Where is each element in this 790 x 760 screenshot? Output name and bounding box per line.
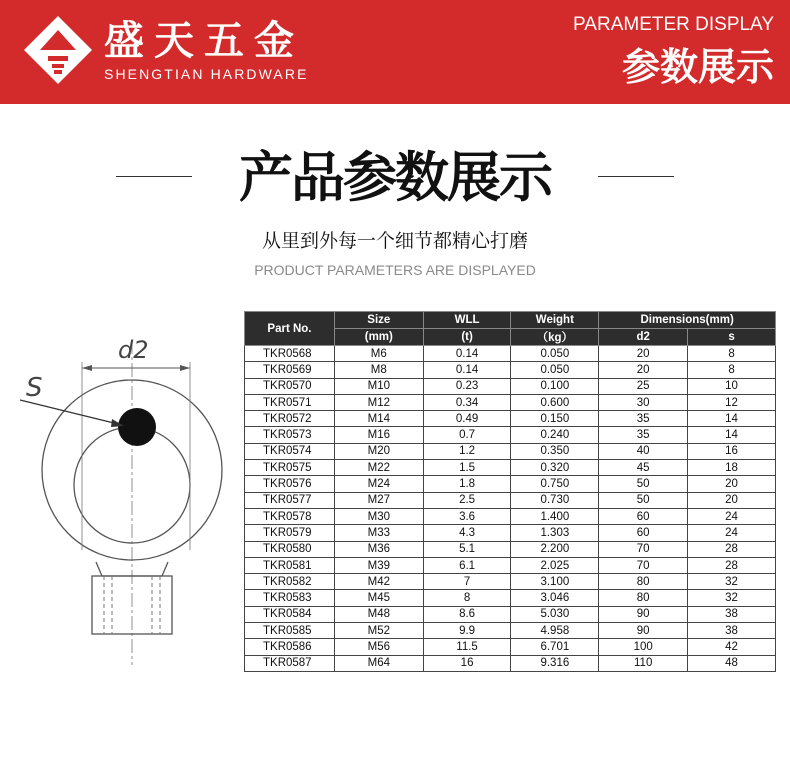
cell-d2: 90	[599, 606, 688, 622]
cell-part-no: TKR0574	[245, 443, 335, 459]
table-header-row	[245, 312, 776, 329]
cell-part-no: TKR0581	[245, 557, 335, 573]
cell-wll: 8	[423, 590, 511, 606]
cell-size: M8	[334, 362, 423, 378]
col-header-size: Size	[334, 312, 423, 329]
cell-d2: 80	[599, 590, 688, 606]
table-row	[245, 492, 776, 508]
cell-d2: 50	[599, 476, 688, 492]
cell-weight: 0.240	[511, 427, 599, 443]
cell-part-no: TKR0576	[245, 476, 335, 492]
page-subtitle: 从里到外每一个细节都精心打磨	[261, 230, 528, 252]
col-header-s: s	[688, 329, 776, 346]
table-row	[245, 623, 776, 639]
cell-part-no: TKR0568	[245, 346, 335, 362]
cell-wll: 1.5	[423, 460, 511, 476]
cell-s: 20	[688, 476, 776, 492]
table-row	[245, 346, 776, 362]
col-header-d2: d2	[599, 329, 688, 346]
cell-weight: 2.025	[511, 557, 599, 573]
cell-s: 38	[688, 623, 776, 639]
cell-weight: 1.400	[511, 508, 599, 524]
cell-size: M45	[334, 590, 423, 606]
cell-size: M39	[334, 557, 423, 573]
cell-weight: 0.730	[511, 492, 599, 508]
cell-part-no: TKR0584	[245, 606, 335, 622]
cell-size: M56	[334, 639, 423, 655]
cell-wll: 0.7	[423, 427, 511, 443]
col-header-wll: WLL	[423, 312, 511, 329]
cell-wll: 9.9	[423, 623, 511, 639]
label-s: S	[26, 373, 43, 403]
cell-part-no: TKR0578	[245, 508, 335, 524]
cell-s: 32	[688, 574, 776, 590]
cell-wll: 0.49	[423, 411, 511, 427]
cell-s: 16	[688, 443, 776, 459]
table-row	[245, 378, 776, 394]
cell-size: M22	[334, 460, 423, 476]
cell-size: M16	[334, 427, 423, 443]
cell-s: 8	[688, 346, 776, 362]
cell-s: 28	[688, 557, 776, 573]
cell-weight: 0.600	[511, 394, 599, 410]
cell-d2: 40	[599, 443, 688, 459]
cell-wll: 0.34	[423, 394, 511, 410]
cell-size: M6	[334, 346, 423, 362]
cell-weight: 9.316	[511, 655, 599, 671]
cell-d2: 35	[599, 411, 688, 427]
cell-weight: 6.701	[511, 639, 599, 655]
cell-weight: 3.100	[511, 574, 599, 590]
cell-weight: 0.100	[511, 378, 599, 394]
cell-wll: 1.2	[423, 443, 511, 459]
cell-size: M36	[334, 541, 423, 557]
cell-size: M24	[334, 476, 423, 492]
cell-part-no: TKR0582	[245, 574, 335, 590]
table-body	[245, 346, 776, 672]
col-header-weight-unit: （kg）	[511, 329, 599, 346]
cell-d2: 30	[599, 394, 688, 410]
cell-s: 32	[688, 590, 776, 606]
cell-weight: 0.320	[511, 460, 599, 476]
cell-d2: 35	[599, 427, 688, 443]
cell-d2: 70	[599, 541, 688, 557]
cell-s: 38	[688, 606, 776, 622]
table-row	[245, 411, 776, 427]
cell-size: M20	[334, 443, 423, 459]
cell-d2: 20	[599, 362, 688, 378]
cell-wll: 7	[423, 574, 511, 590]
cell-d2: 25	[599, 378, 688, 394]
cell-part-no: TKR0571	[245, 394, 335, 410]
cell-wll: 16	[423, 655, 511, 671]
table-row	[245, 394, 776, 410]
cell-wll: 5.1	[423, 541, 511, 557]
brand-name-en: SHENGTIAN HARDWARE	[104, 66, 309, 82]
cell-s: 14	[688, 427, 776, 443]
table-row	[245, 655, 776, 671]
cell-size: M42	[334, 574, 423, 590]
cell-wll: 2.5	[423, 492, 511, 508]
cell-weight: 0.350	[511, 443, 599, 459]
table-row	[245, 427, 776, 443]
cell-weight: 2.200	[511, 541, 599, 557]
col-header-wll-unit: (t)	[423, 329, 511, 346]
col-header-dimensions: Dimensions(mm)	[599, 312, 776, 329]
table-row	[245, 460, 776, 476]
cell-weight: 0.050	[511, 346, 599, 362]
cell-weight: 5.030	[511, 606, 599, 622]
cell-wll: 1.8	[423, 476, 511, 492]
cell-d2: 90	[599, 623, 688, 639]
cell-d2: 60	[599, 508, 688, 524]
col-header-weight: Weight	[511, 312, 599, 329]
table-row	[245, 606, 776, 622]
page-title: 产品参数展示	[239, 146, 551, 209]
brand-name-cn: 盛天五金	[104, 18, 304, 64]
table-row	[245, 525, 776, 541]
cell-d2: 20	[599, 346, 688, 362]
table-row	[245, 639, 776, 655]
table-row	[245, 574, 776, 590]
cell-wll: 11.5	[423, 639, 511, 655]
cell-size: M52	[334, 623, 423, 639]
table-row	[245, 541, 776, 557]
table-row	[245, 443, 776, 459]
cell-part-no: TKR0572	[245, 411, 335, 427]
cell-size: M33	[334, 525, 423, 541]
cell-size: M12	[334, 394, 423, 410]
cell-part-no: TKR0573	[245, 427, 335, 443]
cell-d2: 45	[599, 460, 688, 476]
cell-part-no: TKR0587	[245, 655, 335, 671]
cell-size: M64	[334, 655, 423, 671]
cell-size: M48	[334, 606, 423, 622]
header-caption-cn: 参数展示	[621, 45, 774, 89]
cell-weight: 1.303	[511, 525, 599, 541]
cell-weight: 3.046	[511, 590, 599, 606]
col-header-size-unit: (mm)	[334, 329, 423, 346]
cell-s: 10	[688, 378, 776, 394]
cell-part-no: TKR0575	[245, 460, 335, 476]
cell-s: 12	[688, 394, 776, 410]
table-row	[245, 476, 776, 492]
cell-part-no: TKR0580	[245, 541, 335, 557]
col-header-part-no: Part No.	[245, 312, 335, 346]
cell-part-no: TKR0586	[245, 639, 335, 655]
cell-s: 28	[688, 541, 776, 557]
cell-wll: 8.6	[423, 606, 511, 622]
parameter-table	[244, 311, 776, 672]
cell-d2: 100	[599, 639, 688, 655]
table-row	[245, 590, 776, 606]
cell-d2: 50	[599, 492, 688, 508]
cell-weight: 0.150	[511, 411, 599, 427]
cell-s: 42	[688, 639, 776, 655]
cell-s: 14	[688, 411, 776, 427]
cell-wll: 3.6	[423, 508, 511, 524]
brand-logo-icon	[22, 14, 94, 86]
cell-d2: 70	[599, 557, 688, 573]
cell-s: 20	[688, 492, 776, 508]
cell-wll: 6.1	[423, 557, 511, 573]
cell-part-no: TKR0569	[245, 362, 335, 378]
cell-part-no: TKR0579	[245, 525, 335, 541]
cell-size: M30	[334, 508, 423, 524]
cell-wll: 0.14	[423, 362, 511, 378]
cell-d2: 110	[599, 655, 688, 671]
eye-nut-drawing	[0, 300, 240, 680]
cell-part-no: TKR0585	[245, 623, 335, 639]
cell-wll: 4.3	[423, 525, 511, 541]
cell-d2: 80	[599, 574, 688, 590]
header-banner	[0, 0, 790, 104]
cell-weight: 4.958	[511, 623, 599, 639]
cell-part-no: TKR0583	[245, 590, 335, 606]
header-caption-en: PARAMETER DISPLAY	[573, 14, 774, 35]
cell-s: 24	[688, 525, 776, 541]
cell-s: 48	[688, 655, 776, 671]
cell-wll: 0.23	[423, 378, 511, 394]
cell-s: 24	[688, 508, 776, 524]
page-subtitle-en: PRODUCT PARAMETERS ARE DISPLAYED	[254, 262, 536, 278]
cell-wll: 0.14	[423, 346, 511, 362]
cell-part-no: TKR0570	[245, 378, 335, 394]
label-d2: d2	[118, 336, 149, 364]
cell-weight: 0.750	[511, 476, 599, 492]
cell-d2: 60	[599, 525, 688, 541]
cell-size: M10	[334, 378, 423, 394]
table-row	[245, 508, 776, 524]
cell-s: 18	[688, 460, 776, 476]
cell-part-no: TKR0577	[245, 492, 335, 508]
cell-size: M14	[334, 411, 423, 427]
cell-weight: 0.050	[511, 362, 599, 378]
table-row	[245, 362, 776, 378]
cell-s: 8	[688, 362, 776, 378]
cell-size: M27	[334, 492, 423, 508]
table-row	[245, 557, 776, 573]
